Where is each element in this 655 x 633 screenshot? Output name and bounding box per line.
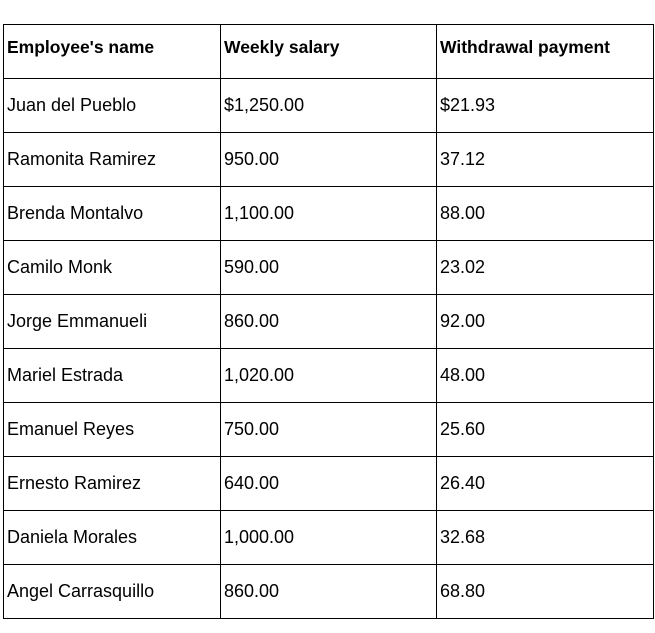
table-row xyxy=(4,349,654,403)
withdrawal-payment-cell: 25.60 xyxy=(437,403,654,457)
weekly-salary-cell: 750.00 xyxy=(221,403,437,457)
header-employee-name: Employee's name xyxy=(4,25,221,79)
withdrawal-payment-cell: 92.00 xyxy=(437,295,654,349)
employee-name-cell: Ramonita Ramirez xyxy=(4,133,221,187)
table-row xyxy=(4,187,654,241)
employee-name-cell: Camilo Monk xyxy=(4,241,221,295)
weekly-salary-cell: 1,020.00 xyxy=(221,349,437,403)
table-row xyxy=(4,295,654,349)
withdrawal-payment-cell: 37.12 xyxy=(437,133,654,187)
weekly-salary-cell: 590.00 xyxy=(221,241,437,295)
table-row xyxy=(4,133,654,187)
payroll-table xyxy=(3,24,654,619)
withdrawal-payment-cell: 88.00 xyxy=(437,187,654,241)
withdrawal-payment-cell: 32.68 xyxy=(437,511,654,565)
employee-name-cell: Jorge Emmanueli xyxy=(4,295,221,349)
withdrawal-payment-cell: 26.40 xyxy=(437,457,654,511)
withdrawal-payment-cell: 23.02 xyxy=(437,241,654,295)
weekly-salary-cell: 1,000.00 xyxy=(221,511,437,565)
employee-name-cell: Emanuel Reyes xyxy=(4,403,221,457)
weekly-salary-cell: $1,250.00 xyxy=(221,79,437,133)
employee-name-cell: Daniela Morales xyxy=(4,511,221,565)
header-weekly-salary: Weekly salary xyxy=(221,25,437,79)
table-row xyxy=(4,565,654,619)
weekly-salary-cell: 640.00 xyxy=(221,457,437,511)
employee-name-cell: Angel Carrasquillo xyxy=(4,565,221,619)
withdrawal-payment-cell: 48.00 xyxy=(437,349,654,403)
withdrawal-payment-cell: $21.93 xyxy=(437,79,654,133)
employee-name-cell: Mariel Estrada xyxy=(4,349,221,403)
weekly-salary-cell: 860.00 xyxy=(221,295,437,349)
table-row xyxy=(4,79,654,133)
header-withdrawal-payment: Withdrawal payment xyxy=(437,25,654,79)
employee-name-cell: Juan del Pueblo xyxy=(4,79,221,133)
withdrawal-payment-cell: 68.80 xyxy=(437,565,654,619)
table-row xyxy=(4,403,654,457)
weekly-salary-cell: 860.00 xyxy=(221,565,437,619)
table-row xyxy=(4,511,654,565)
employee-name-cell: Brenda Montalvo xyxy=(4,187,221,241)
employee-name-cell: Ernesto Ramirez xyxy=(4,457,221,511)
weekly-salary-cell: 1,100.00 xyxy=(221,187,437,241)
weekly-salary-cell: 950.00 xyxy=(221,133,437,187)
table-row xyxy=(4,457,654,511)
table-row xyxy=(4,241,654,295)
table-header-row xyxy=(4,25,654,79)
